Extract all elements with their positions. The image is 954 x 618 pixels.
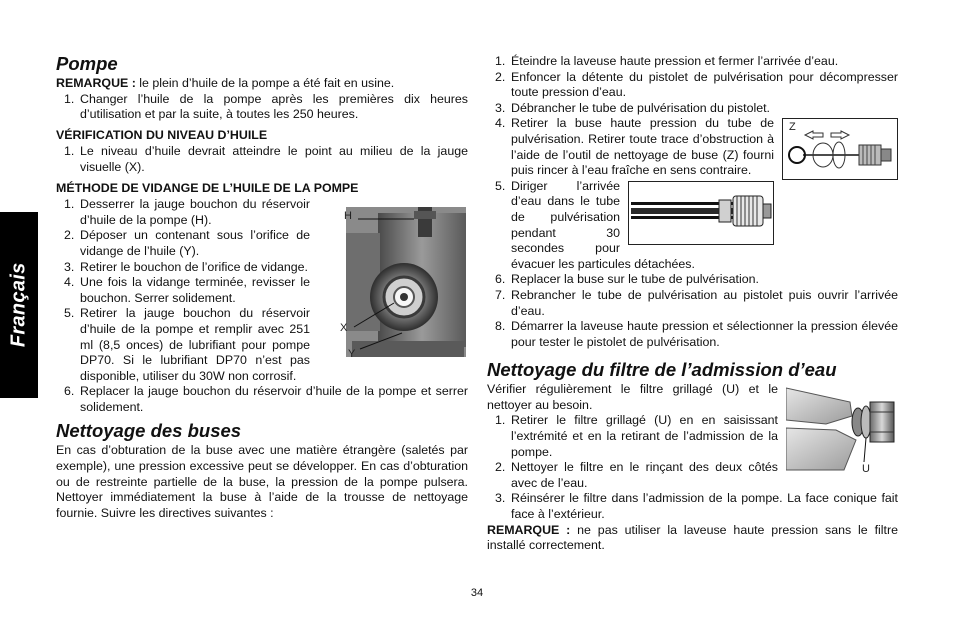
remarque-note-1 (56, 76, 468, 92)
figure-label-z: Z (789, 121, 796, 134)
subheading-methode: MÉTHODE DE VIDANGE DE L’HUILE DE LA POMPE (56, 180, 359, 195)
figure-label-u: U (862, 463, 870, 476)
filtre-intro: Vérifier régulièrement le filtre grillagé (U) et le nettoyer au besoin. (487, 382, 778, 412)
right-column (487, 54, 898, 554)
section-title-buses: Nettoyage des buses (56, 420, 242, 442)
nozzle-cleaning-list (487, 54, 898, 350)
remarque-label: REMARQUE : (56, 76, 136, 90)
list-item: 6. Replacer la buse sur le tube de pulvérisation. (495, 272, 759, 287)
spray-tube-figure (628, 181, 774, 245)
remarque-label: REMARQUE : (487, 522, 571, 537)
list-item: 1. Changer l’huile de la pompe après les premières dix heures d’utilisation et par la suite, à toutes les 250 heures. (64, 91, 468, 122)
page-number: 34 (470, 587, 484, 599)
list-item: 8. Démarrer la laveuse haute pression et sélectionner la pression élevée pour tester le pistolet de pulvérisation. (495, 319, 898, 349)
list-item: Z 4. Retirer la buse haute pression du tube de pulvérisation. Retirer toute trace d’obstruction à l’aide de l’outil de nettoyage de buse (Z) fourni puis rincer à l’eau fraîche en sens contraire. (487, 116, 898, 178)
list-item: 1. Éteindre la laveuse haute pression et fermer l’arrivée d’eau. (495, 54, 839, 68)
list-item: 2. Déposer un contenant sous l’orifice de vidange de l’huile (Y). (64, 228, 310, 258)
section-title-filtre: Nettoyage du filtre de l’admission d’eau (487, 359, 837, 381)
figure-label-x: X (340, 322, 348, 335)
oil-drain-list (56, 197, 468, 415)
spray-tube-illustration (629, 182, 773, 244)
list-item: 1. Le niveau d’huile devrait atteindre le point au milieu de la jauge visuelle (X). (64, 144, 468, 174)
list-item: 2. Enfoncer la détente du pistolet de pulvérisation pour décompresser toute pression d’eau. (495, 69, 898, 100)
oil-change-list (56, 92, 468, 123)
list-item: 4. Une fois la vidange terminée, revisser le bouchon. Serrer solidement. (64, 275, 310, 305)
language-tab (0, 212, 38, 398)
verification-list (56, 144, 468, 175)
figure-label-h: H (344, 210, 352, 223)
list-item: 1. Desserrer la jauge bouchon du réservoir d’huile de la pompe (H). (64, 197, 310, 227)
buses-paragraph: En cas d’obturation de la buse avec une matière étrangère (saletés par exemple), une pression excessive peut se développer. En cas d’obturation ou de restreinte partielle de la buse, la pression de la pompe pulsera. Nettoyer immédiatement la buse à l’aide de la trousse de nettoyage fournie. Suivre les directives suivantes : (56, 443, 468, 520)
remarque-note-2 (487, 523, 898, 554)
language-tab-label: Français (7, 262, 30, 348)
nozzle-tool-figure (782, 118, 898, 180)
remarque-text: ne pas utiliser la laveuse haute pression sans le filtre installé correctement. (487, 522, 898, 553)
list-item: 2. Nettoyer le filtre en le rinçant des deux côtés avec de l’eau. (495, 460, 778, 490)
list-item: 6. Replacer la jauge bouchon du réservoir d’huile de la pompe et serrer solidement. (64, 384, 468, 414)
list-item: 3. Retirer le bouchon de l’orifice de vidange. (64, 259, 308, 274)
nozzle-tool-illustration (783, 119, 897, 179)
list-item: 7. Rebrancher le tube de pulvérisation au pistolet puis ouvrir l’arrivée d’eau. (495, 287, 898, 318)
section-title-pompe: Pompe (56, 53, 118, 74)
subheading-verification: VÉRIFICATION DU NIVEAU D’HUILE (56, 127, 268, 142)
left-column (56, 54, 468, 521)
filter-cleaning-list (487, 413, 898, 522)
list-item: 1. Retirer le filtre grillagé (U) en en saisissant l’extrémité et en la retirant de l’admission de la pompe. (495, 413, 778, 459)
list-item: 3. Réinsérer le filtre dans l’admission de la pompe. La face conique fait face à l’extérieur. (495, 491, 898, 522)
remarque-text: le plein d’huile de la pompe a été fait en usine. (135, 76, 395, 90)
list-item: 5. Diriger l’arrivée d’eau dans le tube de pulvérisation pendant 30 secondes pour évacuer les particules détachées. (487, 179, 898, 273)
list-item: 3. Débrancher le tube de pulvérisation du pistolet. (495, 100, 770, 115)
list-item: 5. Retirer la jauge bouchon du réservoir d’huile de la pompe et remplir avec 251 ml (8,5 onces) de lubrifiant pour pompe DP70. Si le lubrifiant DP70 n’est pas disponible, utiliser du 30W non corrosif. (64, 306, 310, 383)
figure-label-y: Y (348, 348, 356, 361)
